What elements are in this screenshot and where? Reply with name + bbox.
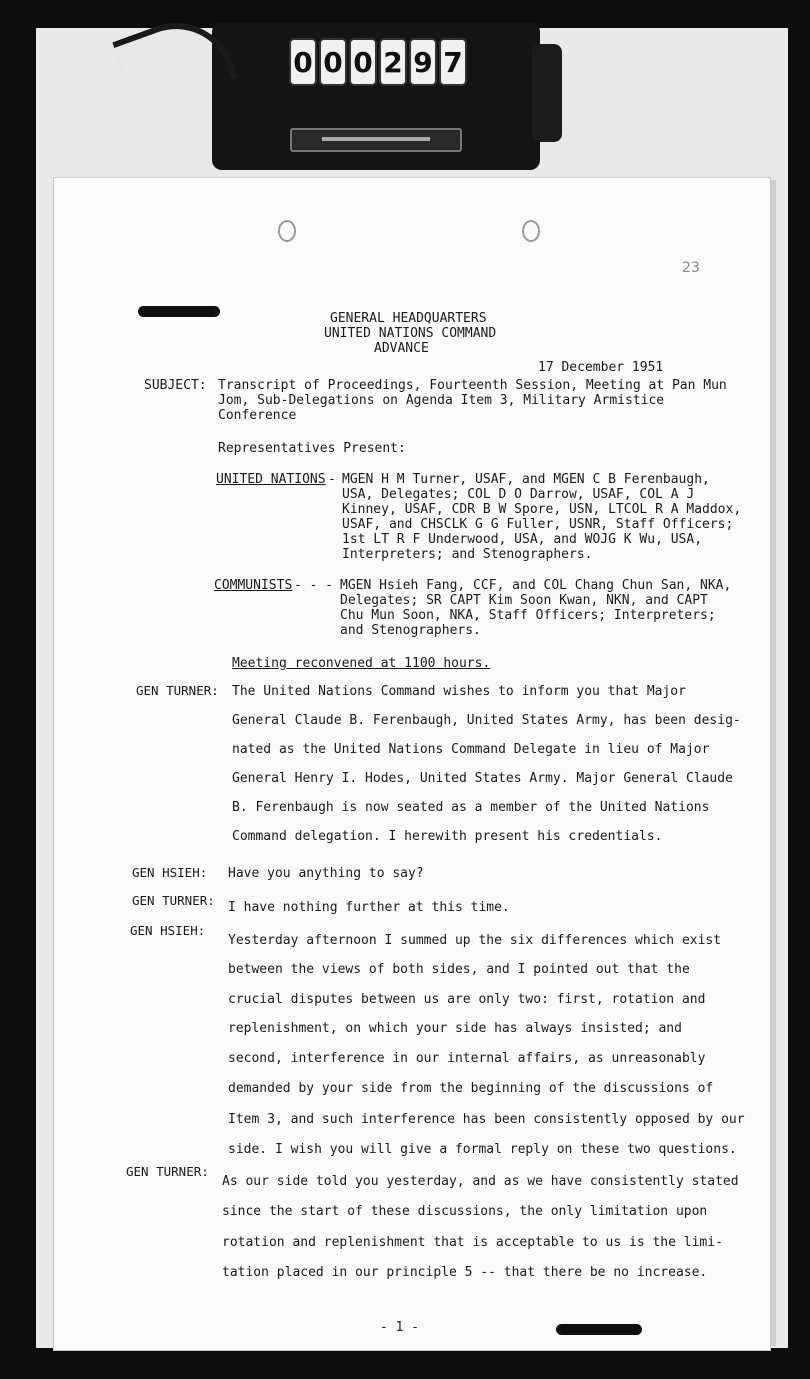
transcript-line: General Henry I. Hodes, United States Army. Major General Claude <box>232 771 733 786</box>
counter-digit: 0 <box>319 38 347 86</box>
transcript-line: Yesterday afternoon I summed up the six differences which exist <box>228 933 722 948</box>
counter-digit: 7 <box>439 38 467 86</box>
un-label: UNITED NATIONS <box>216 472 326 487</box>
counter-plate <box>290 128 462 152</box>
reconvened-note: Meeting reconvened at 1100 hours. <box>232 656 491 671</box>
counter-digit: 2 <box>379 38 407 86</box>
transcript-line: As our side told you yesterday, and as we have consistently stated <box>222 1174 739 1189</box>
speaker-label: GEN TURNER: <box>126 1164 209 1179</box>
un-rep-line: USAF, and CHSCLK G G Fuller, USNR, Staff Officers; <box>342 517 734 532</box>
subject-line: Conference <box>218 408 297 423</box>
document-date: 17 December 1951 <box>538 360 664 375</box>
representatives-heading: Representatives Present: <box>218 441 406 456</box>
communists-label: COMMUNISTS <box>214 578 293 593</box>
transcript-line: side. I wish you will give a formal reply on these two questions. <box>228 1142 737 1157</box>
transcript-line: B. Ferenbaugh is now seated as a member of the United Nations <box>232 800 710 815</box>
un-dash: - <box>328 472 336 487</box>
speaker-label: GEN TURNER: <box>132 893 215 908</box>
counter-digits <box>278 38 478 90</box>
communist-rep-line: Delegates; SR CAPT Kim Soon Kwan, NKN, and CAPT <box>340 593 708 608</box>
transcript-line: crucial disputes between us are only two: first, rotation and <box>228 992 706 1007</box>
speaker-label: GEN HSIEH: <box>130 923 206 938</box>
communists-dash: - - - <box>294 578 334 593</box>
counter-digit: 9 <box>409 38 437 86</box>
transcript-line: Item 3, and such interference has been consistently opposed by our <box>228 1112 745 1127</box>
transcript-line: demanded by your side from the beginning of the discussions of <box>228 1081 714 1096</box>
transcript-line: tation placed in our principle 5 -- that there be no increase. <box>222 1265 708 1280</box>
counter-digit: 0 <box>289 38 317 86</box>
paper-edge <box>770 180 776 1346</box>
transcript-line: rotation and replenishment that is acceptable to us is the limi- <box>222 1235 723 1250</box>
communist-rep-line: Chu Mun Soon, NKA, Staff Officers; Interpreters; <box>340 608 716 623</box>
counter-digit: 0 <box>349 38 377 86</box>
subject-label: SUBJECT: <box>144 378 207 393</box>
un-rep-line: Kinney, USAF, CDR B W Spore, USN, LTCOL R A Maddox, <box>342 502 742 517</box>
speaker-label: GEN HSIEH: <box>132 865 208 880</box>
un-rep-line: Interpreters; and Stenographers. <box>342 547 593 562</box>
punch-hole <box>522 220 540 242</box>
document-page <box>54 178 770 1350</box>
transcript-line: Command delegation. I herewith present his credentials. <box>232 829 663 844</box>
transcript-line: second, interference in our internal affairs, as unreasonably <box>228 1051 706 1066</box>
transcript-line: since the start of these discussions, the only limitation upon <box>222 1204 708 1219</box>
subject-line: Transcript of Proceedings, Fourteenth Session, Meeting at Pan Mun <box>218 378 727 393</box>
transcript-line: Have you anything to say? <box>228 866 424 881</box>
redaction-mark <box>138 306 220 317</box>
transcript-line: replenishment, on which your side has always insisted; and <box>228 1021 682 1036</box>
subject-line: Jom, Sub-Delegations on Agenda Item 3, Military Armistice <box>218 393 665 408</box>
communist-rep-line: and Stenographers. <box>340 623 481 638</box>
punch-hole <box>278 220 296 242</box>
header-line: ADVANCE <box>374 341 429 356</box>
page-number: - 1 - <box>380 1320 420 1335</box>
transcript-line: The United Nations Command wishes to inform you that Major <box>232 684 686 699</box>
transcript-line: between the views of both sides, and I pointed out that the <box>228 962 690 977</box>
transcript-line: I have nothing further at this time. <box>228 900 510 915</box>
un-rep-line: MGEN H M Turner, USAF, and MGEN C B Ferenbaugh, <box>342 472 710 487</box>
transcript-line: nated as the United Nations Command Delegate in lieu of Major <box>232 742 710 757</box>
un-rep-line: 1st LT R F Underwood, USA, and WOJG K Wu, USA, <box>342 532 703 547</box>
un-rep-line: USA, Delegates; COL D O Darrow, USAF, COL A J <box>342 487 695 502</box>
header-line: UNITED NATIONS COMMAND <box>324 326 497 341</box>
counter-knob <box>532 44 562 142</box>
header-line: GENERAL HEADQUARTERS <box>330 311 487 326</box>
transcript-line: General Claude B. Ferenbaugh, United States Army, has been desig- <box>232 713 741 728</box>
communist-rep-line: MGEN Hsieh Fang, CCF, and COL Chang Chun San, NKA, <box>340 578 732 593</box>
page-mark: 23 <box>682 260 700 276</box>
frame-counter <box>212 22 540 170</box>
redaction-mark <box>556 1324 642 1335</box>
speaker-label: GEN TURNER: <box>136 683 219 698</box>
